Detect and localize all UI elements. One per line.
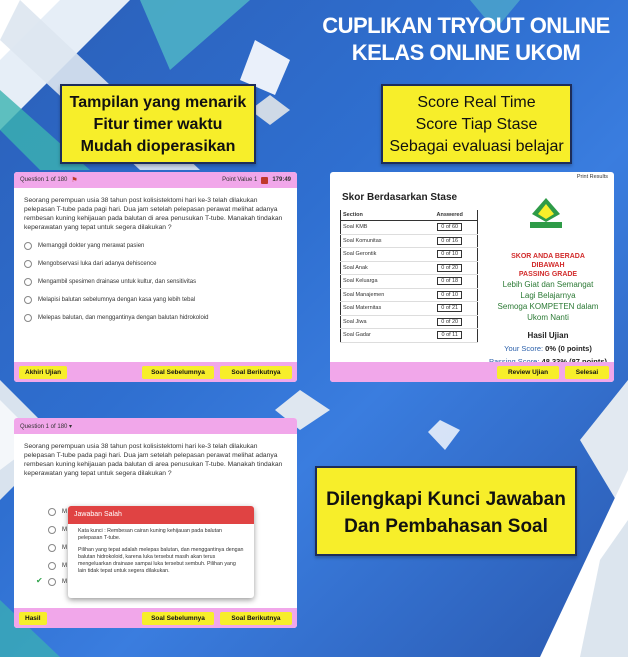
answer-option[interactable] [48,526,67,534]
answer-option[interactable] [48,562,67,570]
section-name: Soal KMB [341,221,423,235]
point-value: Point Value 1 [222,177,258,183]
answer-option[interactable] [24,296,287,304]
answered-count: 0 of 16 [437,237,462,245]
next-question-button[interactable]: Soal Berikutnya [220,612,292,625]
answer-option[interactable] [48,578,67,586]
review-exam-button[interactable]: Review Ujian [497,366,559,379]
callout-features [60,84,256,164]
your-score-label: Your Score: [504,344,544,353]
question-text: Seorang perempuan usia 38 tahun post kolisistektomi hari ke-3 telah dilakukan pelepasan T-tube pada pagi hari. Dua jam setelah pelepasan perawat melihat adanya rembesan kuning kehijauan pada balutan di area penusukan T-tube. Manakah tindakan keperawatan yang tepat untuk segera dilakukan ? [24,197,283,231]
poster-title [316,12,616,66]
callout-text: Mudah dioperasikan [80,138,236,155]
column-header: Section [341,210,423,221]
motivation-text: Ukom Nanti [527,313,569,322]
radio-button[interactable] [48,578,56,586]
radio-button[interactable] [24,242,32,250]
callout-text: Score Tiap Stase [415,116,538,133]
table-row [341,248,478,262]
answered-count: 0 of 20 [437,318,462,326]
next-question-button[interactable]: Soal Berikutnya [220,366,292,379]
quiz-footer [14,362,297,382]
table-row [341,221,478,235]
section-name: Soal Maternitas [341,302,423,316]
answered-count: 0 of 11 [437,331,461,339]
radio-button[interactable] [48,508,56,516]
option-label: Melapisi balutan sebelumnya dengan kasa yang lebih tebal [38,297,196,303]
wrong-answer-modal [68,506,254,598]
callout-text: Dilengkapi Kunci Jawaban [326,489,566,510]
table-row [341,315,478,329]
question-counter[interactable]: Question 1 of 180 ▾ [20,423,73,430]
option-label: M [62,509,67,515]
section-name: Soal Gerontik [341,248,423,262]
answered-count: 0 of 20 [437,264,462,272]
result-summary [480,252,614,366]
title-line-2: KELAS ONLINE UKOM [351,40,581,65]
review-footer [14,608,297,628]
answer-option[interactable] [24,242,287,250]
score-panel [330,172,614,382]
prev-question-button[interactable]: Soal Sebelumnya [142,366,214,379]
radio-button[interactable] [48,526,56,534]
prev-question-button[interactable]: Soal Sebelumnya [142,612,214,625]
answer-option[interactable] [24,260,287,268]
radio-button[interactable] [48,544,56,552]
table-row [341,234,478,248]
question-counter[interactable]: Question 1 of 180 [20,177,68,183]
modal-title: Jawaban Salah [68,506,254,524]
answered-count: 0 of 10 [437,250,462,258]
option-label: Mengobservasi luka dari adanya dehiscence [38,261,157,267]
finish-button[interactable]: Selesai [565,366,609,379]
table-row [341,288,478,302]
callout-answers [315,466,577,556]
motivation-text: Lebih Giat dan Semangat [502,280,594,289]
quiz-panel [14,172,297,382]
section-name: Soal Gadar [341,329,423,343]
section-name: Soal Komunitas [341,234,423,248]
section-name: Soal Jiwa [341,315,423,329]
end-exam-button[interactable]: Akhiri Ujian [19,366,67,379]
result-heading: Hasil Ujian [527,331,569,340]
option-label: M [62,563,67,569]
table-row [341,275,478,289]
correct-check-icon: ✔ [36,576,43,585]
motivation-text: Semoga KOMPETEN dalam [497,302,599,311]
result-status: PASSING GRADE [518,271,578,278]
option-label: M [62,545,67,551]
timer: 179:49 [272,177,291,183]
score-footer [330,362,614,382]
radio-button[interactable] [24,278,32,286]
answered-count: 0 of 18 [437,277,462,285]
radio-button[interactable] [24,314,32,322]
flag-icon[interactable]: ⚑ [71,177,78,184]
radio-button[interactable] [48,562,56,570]
answered-count: 0 of 60 [437,223,462,231]
option-label: M [62,527,67,533]
callout-text: Sebagai evaluasi belajar [389,138,564,155]
section-name: Soal Keluarga [341,275,423,289]
print-results-link[interactable]: Print Results [576,174,608,180]
answer-option[interactable] [48,544,67,552]
callout-text: Fitur timer waktu [93,116,223,133]
review-panel [14,418,297,628]
answer-option[interactable] [24,278,287,286]
score-table [340,210,478,343]
section-name: Soal Manajemen [341,288,423,302]
answered-count: 0 of 10 [437,291,462,299]
modal-explanation: Pilihan yang tepat adalah melepas balutan, dan menggantinya dengan balutan hidrokoloid, karena luka tersebut masih akan terus mengeluarkan drainase sampai luka tersebut sembuh. Pilihan yang lain tidak tepat untuk segera dilakukan. [78,547,244,574]
title-line-1: CUPLIKAN TRYOUT ONLINE [322,13,610,38]
modal-keyword: Kata kunci : Rembesan cairan kuning kehijauan pada balutan pelepasan T-tube. [78,528,222,541]
answer-option[interactable] [24,314,287,322]
option-label: M [62,579,67,585]
option-label: Memanggil dokter yang merawat pasien [38,243,145,249]
motivation-text: Lagi Belajarnya [520,291,576,300]
table-row [341,261,478,275]
answer-option[interactable] [48,508,67,516]
radio-button[interactable] [24,296,32,304]
callout-text: Score Real Time [417,94,536,111]
review-header [14,418,297,434]
column-header: Answered [422,210,477,221]
table-row [341,302,478,316]
answered-count: 0 of 21 [437,304,462,312]
callout-scores [381,84,572,164]
option-label: Melepas balutan, dan menggantinya dengan balutan hidrokoloid [38,315,209,321]
radio-button[interactable] [24,260,32,268]
section-name: Soal Anak [341,261,423,275]
result-button[interactable]: Hasil [19,612,47,625]
callout-text: Tampilan yang menarik [69,94,247,111]
timer-icon [261,177,268,184]
logo-icon [526,192,566,232]
callout-text: Dan Pembahasan Soal [344,516,548,537]
quiz-header [14,172,297,188]
result-status: DIBAWAH [531,262,565,269]
option-label: Mengambil spesimen drainase untuk kultur, dan sensitivitas [38,279,197,285]
table-row [341,329,478,343]
result-status: SKOR ANDA BERADA [511,253,585,260]
score-title: Skor Berdasarkan Stase [342,192,458,203]
question-text: Seorang perempuan usia 38 tahun post kolisistektomi hari ke-3 telah dilakukan pelepasan T-tube pada pagi hari. Dua jam setelah pelepasan perawat melihat adanya rembesan kuning kehijauan pada balutan di area penusukan T-tube. Manakah tindakan keperawatan yang tepat untuk segera dilakukan ? [24,443,283,477]
your-score: 0% (0 points) [545,344,592,353]
